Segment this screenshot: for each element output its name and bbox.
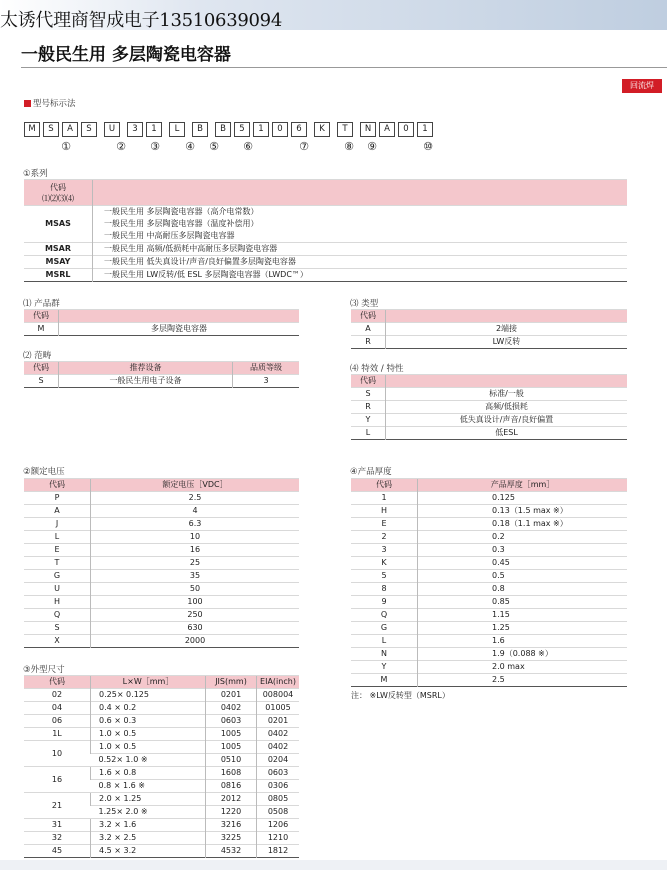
size-row <box>24 702 299 715</box>
position-marker: ⑨ <box>367 140 377 153</box>
series-code: MSAR <box>24 243 93 256</box>
section-label-part-number <box>24 97 76 109</box>
size-cell: 1.0 × 0.5 <box>91 741 206 754</box>
category-header-cell: 推荐设备 <box>59 362 233 375</box>
series-desc-line: 一般民生用 多层陶瓷电容器（温度补偿用） <box>104 219 259 228</box>
feature-row <box>351 427 627 440</box>
category-cell: S <box>24 375 59 388</box>
voltage-cell: T <box>24 557 91 570</box>
size-cell: 1005 <box>206 741 257 754</box>
part-number-char: 1 <box>146 122 162 137</box>
part-number-char: 1 <box>253 122 269 137</box>
thickness-row <box>351 505 627 518</box>
category-cell: 3 <box>233 375 300 388</box>
part-number-char: T <box>337 122 353 137</box>
thickness-cell: 1.6 <box>418 635 628 648</box>
voltage-header-cell: 代码 <box>24 479 91 492</box>
size-header-cell: L×W［mm］ <box>91 676 206 689</box>
size-cell: 0508 <box>257 806 300 819</box>
thickness-cell: 0.85 <box>418 596 628 609</box>
size-cell: 0.25× 0.125 <box>91 689 206 702</box>
part-number-char: 6 <box>291 122 307 137</box>
size-row <box>24 767 299 780</box>
series-desc <box>93 256 628 269</box>
page-title: 一般民生用 多层陶瓷电容器 <box>21 45 231 65</box>
type-row <box>351 336 627 349</box>
size-cell: 0.4 × 0.2 <box>91 702 206 715</box>
voltage-cell: G <box>24 570 91 583</box>
part-number-char: 5 <box>234 122 250 137</box>
series-header-sub: ⑴⑵⑶⑷ <box>42 193 74 203</box>
voltage-cell: H <box>24 596 91 609</box>
feature-cell: Y <box>351 414 386 427</box>
feature-row <box>351 414 627 427</box>
voltage-cell: 630 <box>91 622 300 635</box>
voltage-cell: 250 <box>91 609 300 622</box>
size-cell: 2012 <box>206 793 257 806</box>
size-header-row <box>24 676 299 689</box>
size-cell: 1.0 × 0.5 <box>91 728 206 741</box>
size-row <box>24 715 299 728</box>
voltage-row <box>24 635 299 648</box>
size-cell: 0.8 × 1.6 ※ <box>91 780 206 793</box>
voltage-header-row <box>24 479 299 492</box>
feature-row <box>351 388 627 401</box>
voltage-cell: L <box>24 531 91 544</box>
size-cell: 0204 <box>257 754 300 767</box>
size-cell: 0.52× 1.0 ※ <box>91 754 206 767</box>
category-cell: 一般民生用电子设备 <box>59 375 233 388</box>
series-code: MSRL <box>24 269 93 282</box>
voltage-cell: 16 <box>91 544 300 557</box>
voltage-cell: U <box>24 583 91 596</box>
voltage-row <box>24 609 299 622</box>
size-cell: 1206 <box>257 819 300 832</box>
type-cell: LW反转 <box>386 336 628 349</box>
position-marker: ⑦ <box>299 140 309 153</box>
series-header-code <box>24 180 93 206</box>
thickness-cell: 0.125 <box>418 492 628 505</box>
size-header-cell: 代码 <box>24 676 91 689</box>
type-header-cell <box>386 310 628 323</box>
size-cell: 1.25× 2.0 ※ <box>91 806 206 819</box>
feature-label: ⑷ 特效 / 特性 <box>350 364 404 374</box>
size-cell: 3.2 × 1.6 <box>91 819 206 832</box>
thickness-row <box>351 544 627 557</box>
part-number-char: U <box>104 122 120 137</box>
size-code: 04 <box>24 702 91 715</box>
series-desc-line: 一般民生用 高频/低损耗中高耐压多层陶瓷电容器 <box>104 244 278 253</box>
thickness-cell: G <box>351 622 418 635</box>
thickness-cell: 1 <box>351 492 418 505</box>
position-marker: ④ <box>185 140 195 153</box>
size-row <box>24 832 299 845</box>
thickness-cell: 0.5 <box>418 570 628 583</box>
size-code: 21 <box>24 793 91 819</box>
thickness-cell: 1.9（0.088 ※） <box>418 648 628 661</box>
series-table <box>24 179 627 282</box>
thickness-header-cell: 代码 <box>351 479 418 492</box>
voltage-row <box>24 518 299 531</box>
thickness-note: 注： ※LW反转型（MSRL） <box>351 691 450 700</box>
size-code: 32 <box>24 832 91 845</box>
product_group-cell: 多层陶瓷电容器 <box>59 323 300 336</box>
type-cell: A <box>351 323 386 336</box>
size-cell: 4532 <box>206 845 257 858</box>
series-header-code-text: 代码 <box>50 182 66 192</box>
thickness-cell: 1.25 <box>418 622 628 635</box>
thickness-cell: Q <box>351 609 418 622</box>
watermark-text: 太诱代理商智成电子13510639094 <box>0 10 282 31</box>
voltage-cell: S <box>24 622 91 635</box>
size-cell: 0.6 × 0.3 <box>91 715 206 728</box>
voltage-cell: 35 <box>91 570 300 583</box>
type-header-cell: 代码 <box>351 310 386 323</box>
thickness-header-cell: 产品厚度［mm］ <box>418 479 628 492</box>
thickness-row <box>351 635 627 648</box>
feature-cell: 高频/低损耗 <box>386 401 628 414</box>
voltage-cell: 100 <box>91 596 300 609</box>
voltage-cell: 4 <box>91 505 300 518</box>
size-code: 1L <box>24 728 91 741</box>
size-cell: 0603 <box>206 715 257 728</box>
product_group-row <box>24 323 299 336</box>
series-label: ①系列 <box>23 169 48 179</box>
size-code: 16 <box>24 767 91 793</box>
size-cell: 0816 <box>206 780 257 793</box>
size-table <box>24 675 299 858</box>
thickness-cell: L <box>351 635 418 648</box>
thickness-cell: 2.0 max <box>418 661 628 674</box>
feature-cell: R <box>351 401 386 414</box>
title-divider <box>21 67 667 68</box>
thickness-cell: 1.15 <box>418 609 628 622</box>
size-cell: 4.5 × 3.2 <box>91 845 206 858</box>
size-cell: 0201 <box>206 689 257 702</box>
voltage-header-cell: 额定电压［VDC］ <box>91 479 300 492</box>
category-header-cell: 代码 <box>24 362 59 375</box>
size-row <box>24 793 299 806</box>
part-number-char: 0 <box>398 122 414 137</box>
type-row <box>351 323 627 336</box>
size-cell: 1.6 × 0.8 <box>91 767 206 780</box>
thickness-cell: 3 <box>351 544 418 557</box>
thickness-cell: 0.2 <box>418 531 628 544</box>
size-code: 45 <box>24 845 91 858</box>
thickness-cell: 0.45 <box>418 557 628 570</box>
size-row <box>24 728 299 741</box>
type-label: ⑶ 类型 <box>350 299 379 309</box>
red-square-icon <box>24 100 31 107</box>
thickness-table <box>351 478 627 687</box>
part-number-char: A <box>379 122 395 137</box>
size-cell: 0402 <box>257 741 300 754</box>
voltage-row <box>24 583 299 596</box>
product_group-header-row <box>24 310 299 323</box>
part-number-char: S <box>43 122 59 137</box>
thickness-cell: 0.3 <box>418 544 628 557</box>
size-code: 31 <box>24 819 91 832</box>
part-number-char: K <box>314 122 330 137</box>
feature-header-row <box>351 375 627 388</box>
thickness-row <box>351 661 627 674</box>
voltage-row <box>24 505 299 518</box>
voltage-cell: 50 <box>91 583 300 596</box>
thickness-row <box>351 492 627 505</box>
section-label-text: 型号标示法 <box>33 99 76 109</box>
feature-cell: S <box>351 388 386 401</box>
part-number-char: B <box>192 122 208 137</box>
voltage-cell: J <box>24 518 91 531</box>
thickness-cell: Y <box>351 661 418 674</box>
feature-cell: 低失真设计/声音/良好偏置 <box>386 414 628 427</box>
part-number-char: B <box>215 122 231 137</box>
bottom-strip <box>0 860 667 870</box>
size-cell: 008004 <box>257 689 300 702</box>
size-cell: 1608 <box>206 767 257 780</box>
size-cell: 0510 <box>206 754 257 767</box>
voltage-table <box>24 478 299 648</box>
feature-cell: 标准/一般 <box>386 388 628 401</box>
thickness-row <box>351 583 627 596</box>
product-group-label: ⑴ 产品群 <box>23 299 60 309</box>
size-cell: 1210 <box>257 832 300 845</box>
size-cell: 0306 <box>257 780 300 793</box>
series-code: MSAS <box>24 206 93 243</box>
voltage-cell: 6.3 <box>91 518 300 531</box>
thickness-cell: M <box>351 674 418 687</box>
series-row <box>24 206 627 243</box>
position-marker: ③ <box>150 140 160 153</box>
size-cell: 3216 <box>206 819 257 832</box>
part-number-char: S <box>81 122 97 137</box>
product_group-header-cell: 代码 <box>24 310 59 323</box>
thickness-cell: K <box>351 557 418 570</box>
voltage-cell: 10 <box>91 531 300 544</box>
position-marker: ⑤ <box>209 140 219 153</box>
thickness-row <box>351 531 627 544</box>
size-cell: 1220 <box>206 806 257 819</box>
thickness-row <box>351 570 627 583</box>
series-desc <box>93 206 628 243</box>
voltage-cell: 25 <box>91 557 300 570</box>
feature-header-cell <box>386 375 628 388</box>
voltage-cell: P <box>24 492 91 505</box>
type-cell: R <box>351 336 386 349</box>
reflow-badge[interactable]: 回流焊 <box>622 79 662 93</box>
part-number-char: L <box>169 122 185 137</box>
voltage-cell: X <box>24 635 91 648</box>
thickness-cell: H <box>351 505 418 518</box>
series-row <box>24 269 627 282</box>
thickness-row <box>351 609 627 622</box>
voltage-cell: E <box>24 544 91 557</box>
thickness-row <box>351 674 627 687</box>
voltage-cell: A <box>24 505 91 518</box>
feature-row <box>351 401 627 414</box>
size-code: 02 <box>24 689 91 702</box>
series-header-desc <box>93 180 628 206</box>
thickness-label: ④产品厚度 <box>350 467 392 477</box>
series-row <box>24 256 627 269</box>
thickness-row <box>351 518 627 531</box>
part-number-char: M <box>24 122 40 137</box>
voltage-cell: 2.5 <box>91 492 300 505</box>
series-desc <box>93 243 628 256</box>
position-marker: ① <box>61 140 71 153</box>
part-number-char: A <box>62 122 78 137</box>
product_group-cell: M <box>24 323 59 336</box>
type-table <box>351 309 627 349</box>
voltage-row <box>24 544 299 557</box>
series-desc-line: 一般民生用 多层陶瓷电容器（高介电常数） <box>104 207 259 216</box>
size-code: 06 <box>24 715 91 728</box>
category-row <box>24 375 299 388</box>
size-row <box>24 819 299 832</box>
feature-cell: L <box>351 427 386 440</box>
size-cell: 0402 <box>257 728 300 741</box>
series-desc-line: 一般民生用 中高耐压多层陶瓷电容器 <box>104 231 235 240</box>
thickness-cell: N <box>351 648 418 661</box>
thickness-cell: 8 <box>351 583 418 596</box>
feature-cell: 低ESL <box>386 427 628 440</box>
position-marker: ② <box>116 140 126 153</box>
part-number-char: 1 <box>417 122 433 137</box>
series-desc <box>93 269 628 282</box>
size-cell: 1812 <box>257 845 300 858</box>
thickness-cell: 0.13（1.5 max ※） <box>418 505 628 518</box>
category-header-row <box>24 362 299 375</box>
size-cell: 0603 <box>257 767 300 780</box>
thickness-header-row <box>351 479 627 492</box>
position-markers <box>0 140 667 154</box>
part-number-boxes <box>24 122 436 137</box>
size-header-cell: JIS(mm) <box>206 676 257 689</box>
size-code: 10 <box>24 741 91 767</box>
thickness-row <box>351 596 627 609</box>
voltage-row <box>24 557 299 570</box>
size-row <box>24 741 299 754</box>
position-marker: ⑥ <box>243 140 253 153</box>
size-row <box>24 845 299 858</box>
voltage-row <box>24 596 299 609</box>
thickness-cell: E <box>351 518 418 531</box>
voltage-cell: Q <box>24 609 91 622</box>
position-marker: ⑩ <box>423 140 433 153</box>
size-cell: 1005 <box>206 728 257 741</box>
size-label: ③外型尺寸 <box>23 665 65 675</box>
size-cell: 2.0 × 1.25 <box>91 793 206 806</box>
thickness-row <box>351 557 627 570</box>
size-header-cell: EIA(inch) <box>257 676 300 689</box>
voltage-cell: 2000 <box>91 635 300 648</box>
voltage-row <box>24 622 299 635</box>
series-desc-line: 一般民生用 LW反转/低 ESL 多层陶瓷电容器（LWDC™） <box>104 270 308 279</box>
size-cell: 0402 <box>206 702 257 715</box>
thickness-cell: 9 <box>351 596 418 609</box>
thickness-row <box>351 622 627 635</box>
product_group-header-cell <box>59 310 300 323</box>
category-table <box>24 361 299 388</box>
thickness-cell: 2 <box>351 531 418 544</box>
product-group-table <box>24 309 299 336</box>
category-header-cell: 品质等级 <box>233 362 300 375</box>
size-cell: 3.2 × 2.5 <box>91 832 206 845</box>
type-cell: 2端接 <box>386 323 628 336</box>
size-cell: 0201 <box>257 715 300 728</box>
part-number-char: N <box>360 122 376 137</box>
part-number-char: 0 <box>272 122 288 137</box>
voltage-row <box>24 570 299 583</box>
thickness-row <box>351 648 627 661</box>
feature-table <box>351 374 627 440</box>
voltage-row <box>24 531 299 544</box>
category-label: ⑵ 范畴 <box>23 351 52 361</box>
size-cell: 0805 <box>257 793 300 806</box>
part-number-char: 3 <box>127 122 143 137</box>
series-desc-line: 一般民生用 低失真设计/声音/良好偏置多层陶瓷电容器 <box>104 257 296 266</box>
feature-header-cell: 代码 <box>351 375 386 388</box>
thickness-cell: 2.5 <box>418 674 628 687</box>
thickness-cell: 0.8 <box>418 583 628 596</box>
voltage-row <box>24 492 299 505</box>
series-code: MSAY <box>24 256 93 269</box>
size-row <box>24 689 299 702</box>
size-cell: 01005 <box>257 702 300 715</box>
position-marker: ⑧ <box>344 140 354 153</box>
series-row <box>24 243 627 256</box>
size-cell: 3225 <box>206 832 257 845</box>
thickness-cell: 5 <box>351 570 418 583</box>
voltage-label: ②额定电压 <box>23 467 65 477</box>
type-header-row <box>351 310 627 323</box>
thickness-cell: 0.18（1.1 max ※） <box>418 518 628 531</box>
